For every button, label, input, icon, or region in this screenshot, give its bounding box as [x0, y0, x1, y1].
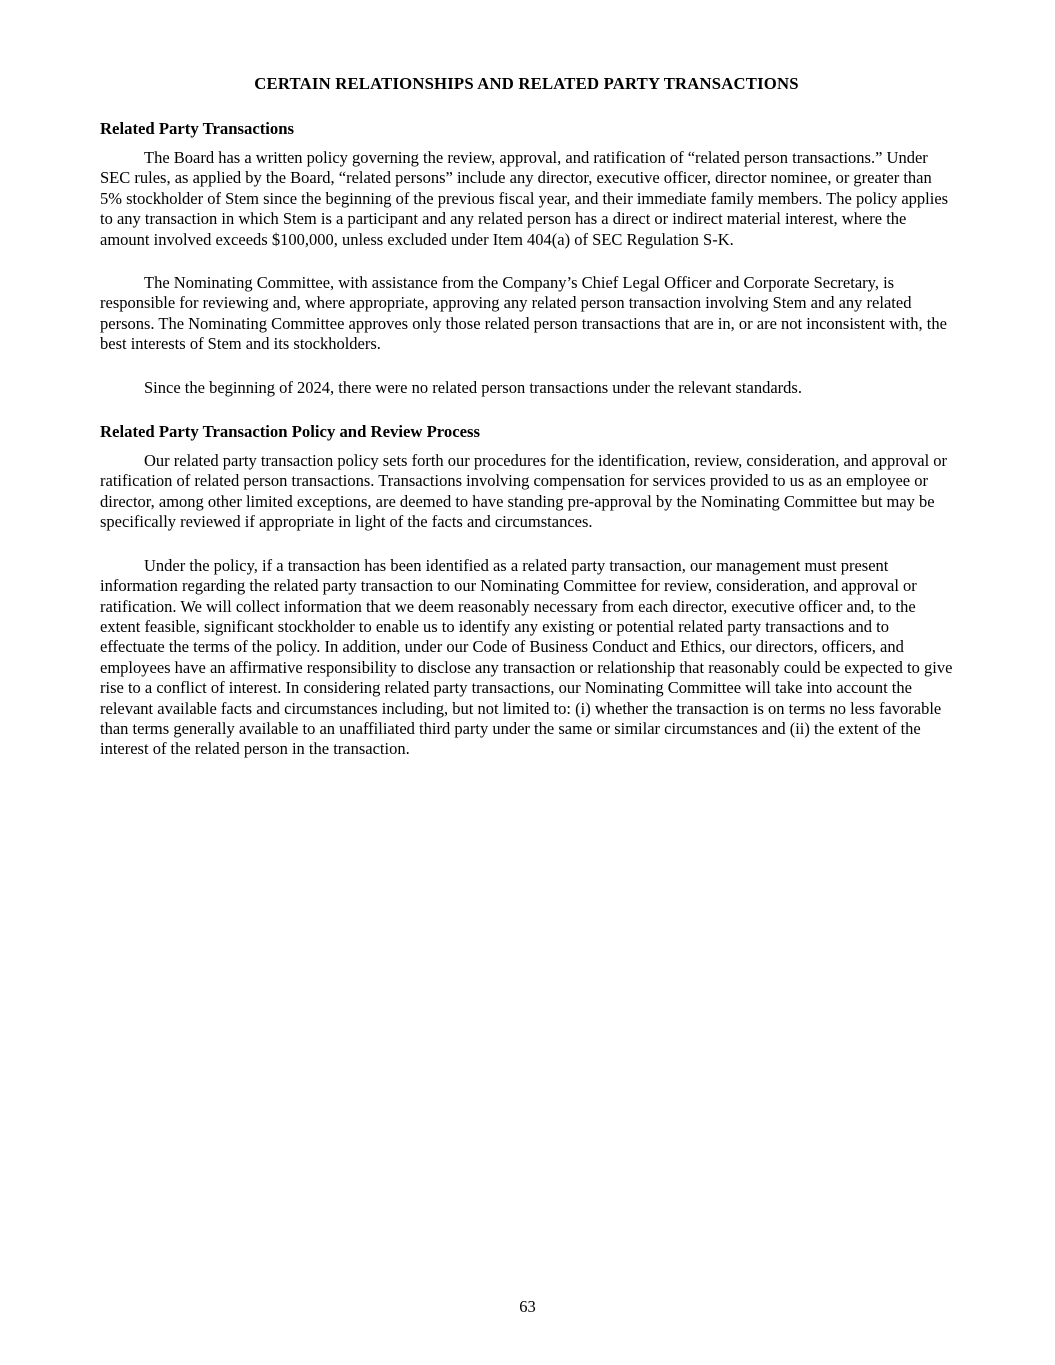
section-heading-related-party-transactions: Related Party Transactions — [100, 119, 295, 138]
paragraph-no-transactions-2024: Since the beginning of 2024, there were no related person transactions under the relevant standards. — [144, 377, 802, 397]
paragraph-policy-procedures: Our related party transaction policy sets forth our procedures for the identification, review, consideration, and approval or ratification of related person transactions. Transactions involving compensation for services provided to us as an employee or director, among other limited exceptions, are deemed to have standing pre-approval by the Nominating Committee but may be specifically reviewed if appropriate in light of the facts and circumstances. — [100, 451, 948, 532]
page-title: CERTAIN RELATIONSHIPS AND RELATED PARTY TRANSACTIONS — [254, 74, 799, 93]
paragraph-board-written-policy: The Board has a written policy governing the review, approval, and ratification of “related person transactions.” Under SEC rules, as applied by the Board, “related persons” include any director, executive officer, director nominee, or greater than 5% stockholder of Stem since the beginning of the previous fiscal year, and their immediate family members. The policy applies to any transaction in which Stem is a participant and any related person has a direct or indirect material interest, where the amount involved exceeds $100,000, unless excluded under Item 404(a) of SEC Regulation S-K. — [100, 148, 949, 249]
page-number: 63 — [519, 1297, 536, 1316]
section-heading-policy-review-process: Related Party Transaction Policy and Review Process — [100, 422, 481, 442]
paragraph-policy-identification-process: Under the policy, if a transaction has been identified as a related party transaction, our management must present information regarding the related party transaction to our Nominating Committee for review, consideration, and approval or ratification. We will collect information that we deem reasonably necessary from each director, executive officer and, to the extent feasible, significant stockholder to enable us to identify any existing or potential related party transactions and to effectuate the terms of the policy. In addition, under our Code of Business Conduct and Ethics, our directors, officers, and employees have an affirmative responsibility to disclose any transaction or relationship that reasonably could be expected to give rise to a conflict of interest. In considering related party transactions, our Nominating Committee will take into account the relevant available facts and circumstances including, but not limited to: (i) whether the transaction is on terms no less favorable than terms generally available to an unaffiliated third party under the same or similar circumstances and (ii) the extent of the interest of the related person in the transaction. — [100, 555, 953, 759]
paragraph-nominating-committee-review: The Nominating Committee, with assistance from the Company’s Chief Legal Officer and Corporate Secretary, is responsible for reviewing and, where appropriate, approving any related person transaction involving Stem and any related persons. The Nominating Committee approves only those related person transactions that are in, or are not inconsistent with, the best interests of Stem and its stockholders. — [100, 273, 947, 354]
